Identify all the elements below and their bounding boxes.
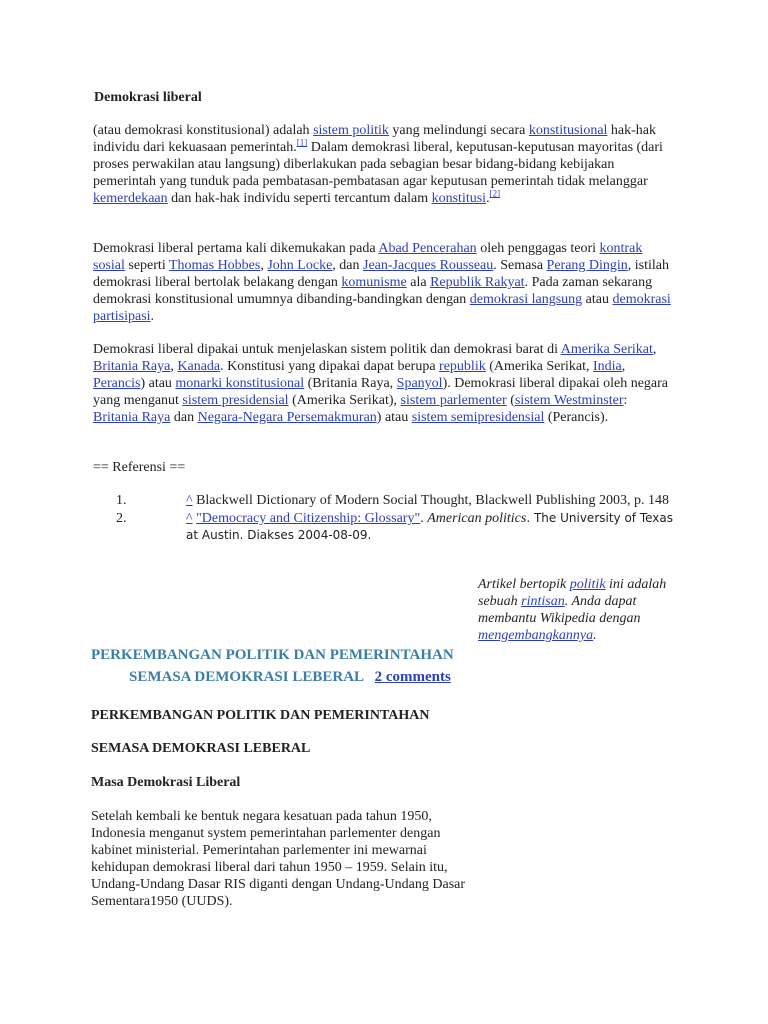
- link-sistem-politik[interactable]: sistem politik: [313, 123, 389, 138]
- references-heading: == Referensi ==: [93, 460, 186, 475]
- link-democracy-glossary[interactable]: "Democracy and Citizenship: Glossary": [196, 511, 421, 526]
- link-kemerdekaan[interactable]: kemerdekaan: [93, 191, 168, 206]
- link-perang-dingin[interactable]: Perang Dingin: [546, 258, 628, 273]
- link-sistem-presidensial[interactable]: sistem presidensial: [182, 393, 289, 408]
- text: (Amerika Serikat,: [485, 359, 593, 374]
- paragraph-definition: [93, 122, 678, 207]
- link-monarki-konstitusional[interactable]: monarki konstitusional: [175, 376, 305, 391]
- text: Dalam demokrasi liberal, keputusan-keputusan mayoritas (dari proses perwakilan atau langsung) diberlakukan pada sebagian besar bidang-bidang kebijakan pemerintah yang tunduk pada pembatasan-pembatasan agar keputusan pemerintah tidak melanggar: [93, 140, 663, 189]
- text: dan hak-hak individu seperti tercantum dalam: [167, 191, 432, 206]
- link-demokrasi-partisipasi[interactable]: demokrasi partisipasi: [93, 292, 671, 324]
- text: . Anda dapat membantu Wikipedia dengan: [478, 594, 641, 626]
- link-britania-raya-2[interactable]: Britania Raya: [93, 410, 171, 425]
- text: :: [623, 393, 628, 408]
- text: ,: [621, 359, 626, 374]
- comments-link[interactable]: 2 comments: [374, 669, 451, 685]
- link-politik[interactable]: politik: [569, 577, 606, 592]
- link-sistem-semipresidensial[interactable]: sistem semipresidensial: [411, 410, 545, 425]
- text: . Semasa: [493, 258, 547, 273]
- article-title: Demokrasi liberal: [94, 90, 202, 105]
- text: ) atau: [140, 376, 176, 391]
- text: ,: [652, 342, 657, 357]
- reference-item: [116, 510, 676, 544]
- link-republik-rakyat[interactable]: Republik Rakyat: [430, 275, 525, 290]
- reference-backlink[interactable]: ^: [186, 493, 193, 508]
- text: seperti: [124, 258, 169, 273]
- section-heading-3: Masa Demokrasi Liberal: [91, 775, 241, 790]
- text: Artikel bertopik: [478, 577, 570, 592]
- link-konstitusional[interactable]: konstitusional: [528, 123, 608, 138]
- link-perancis[interactable]: Perancis: [93, 376, 141, 391]
- text: . Konstitusi yang dipakai dapat berupa: [220, 359, 440, 374]
- text: ,: [260, 258, 268, 273]
- blog-post-title-line2: SEMASA DEMOKRASI LEBERAL: [129, 669, 365, 685]
- paragraph-history: [93, 240, 673, 325]
- text: ,: [170, 359, 178, 374]
- reference-item: [116, 492, 676, 509]
- text: .: [593, 628, 597, 643]
- text: ) atau: [376, 410, 412, 425]
- reference-text: Blackwell Dictionary of Modern Social Thought, Blackwell Publishing 2003, p. 148: [192, 493, 670, 508]
- text: . Pada zaman sekarang demokrasi konstitusional umumnya dibanding-bandingkan dengan: [93, 275, 653, 307]
- link-negara-persemakmuran[interactable]: Negara-Negara Persemakmuran: [197, 410, 377, 425]
- link-konstitusi[interactable]: konstitusi: [431, 191, 487, 206]
- link-sistem-parlementer[interactable]: sistem parlementer: [400, 393, 507, 408]
- text: .: [486, 191, 490, 206]
- text: (Perancis).: [544, 410, 609, 425]
- footnote-ref-2[interactable]: [2]: [489, 188, 501, 199]
- link-thomas-hobbes[interactable]: Thomas Hobbes: [168, 258, 261, 273]
- text: ala: [406, 275, 431, 290]
- blog-post-title-line1: PERKEMBANGAN POLITIK DAN PEMERINTAHAN: [91, 647, 454, 663]
- publication-title: American politics: [427, 511, 527, 526]
- body-paragraph: Setelah kembali ke bentuk negara kesatuan pada tahun 1950, Indonesia menganut system pemerintahan parlementer dengan kabinet ministerial. Pemerintahan parlementer ini mewarnai kehidupan demokrasi liberal dari tahun 1950 – 1959. Selain itu, Undang-Undang Dasar RIS diganti dengan Undang-Undang Dasar Sementara1950 (UUDS).: [91, 809, 466, 909]
- link-rintisan[interactable]: rintisan: [521, 594, 565, 609]
- link-india[interactable]: India: [593, 359, 622, 374]
- link-republik[interactable]: republik: [439, 359, 486, 374]
- link-amerika-serikat[interactable]: Amerika Serikat: [560, 342, 653, 357]
- text: .: [150, 309, 155, 324]
- section-heading-1: PERKEMBANGAN POLITIK DAN PEMERINTAHAN: [91, 708, 430, 723]
- text: (atau demokrasi konstitusional) adalah: [93, 123, 314, 138]
- text: ini adalah sebuah: [478, 577, 667, 609]
- text: .: [420, 511, 428, 526]
- text: , istilah demokrasi liberal bertolak belakang dengan: [93, 258, 670, 290]
- stub-notice: [478, 576, 668, 644]
- link-sistem-westminster[interactable]: sistem Westminster: [514, 393, 624, 408]
- publisher-text: . The University of Texas at Austin. Diakses 2004-08-09.: [186, 511, 674, 542]
- text: Demokrasi liberal pertama kali dikemukakan pada: [93, 241, 379, 256]
- text: oleh penggagas teori: [476, 241, 600, 256]
- reference-list: [116, 492, 676, 544]
- text: hak-hak individu dari kekuasaan pemerintah.: [93, 123, 657, 155]
- text: (Britania Raya,: [304, 376, 397, 391]
- link-komunisme[interactable]: komunisme: [341, 275, 407, 290]
- link-demokrasi-langsung[interactable]: demokrasi langsung: [469, 292, 583, 307]
- reference-number: 2.: [116, 511, 127, 526]
- reference-number: 1.: [116, 493, 127, 508]
- paragraph-usage: [93, 341, 675, 426]
- text: (: [506, 393, 515, 408]
- link-abad-pencerahan[interactable]: Abad Pencerahan: [378, 241, 477, 256]
- link-britania-raya[interactable]: Britania Raya: [93, 359, 171, 374]
- text: dan: [170, 410, 198, 425]
- link-john-locke[interactable]: John Locke: [267, 258, 333, 273]
- link-spanyol[interactable]: Spanyol: [396, 376, 443, 391]
- link-kontrak-sosial[interactable]: kontrak sosial: [93, 241, 643, 273]
- link-kanada[interactable]: Kanada: [177, 359, 221, 374]
- text: atau: [582, 292, 613, 307]
- text: (Amerika Serikat),: [288, 393, 401, 408]
- text: , dan: [332, 258, 364, 273]
- link-rousseau[interactable]: Jean-Jacques Rousseau: [363, 258, 494, 273]
- footnote-ref-1[interactable]: [1]: [296, 137, 308, 148]
- text: ). Demokrasi liberal dipakai oleh negara yang menganut: [93, 376, 669, 408]
- link-mengembangkannya[interactable]: mengembangkannya: [478, 628, 594, 643]
- blog-post-title-row: [129, 669, 451, 686]
- reference-backlink[interactable]: ^: [186, 511, 193, 526]
- text: yang melindungi secara: [388, 123, 529, 138]
- text: Demokrasi liberal dipakai untuk menjelaskan sistem politik dan demokrasi barat di: [93, 342, 561, 357]
- section-heading-2: SEMASA DEMOKRASI LEBERAL: [91, 741, 311, 756]
